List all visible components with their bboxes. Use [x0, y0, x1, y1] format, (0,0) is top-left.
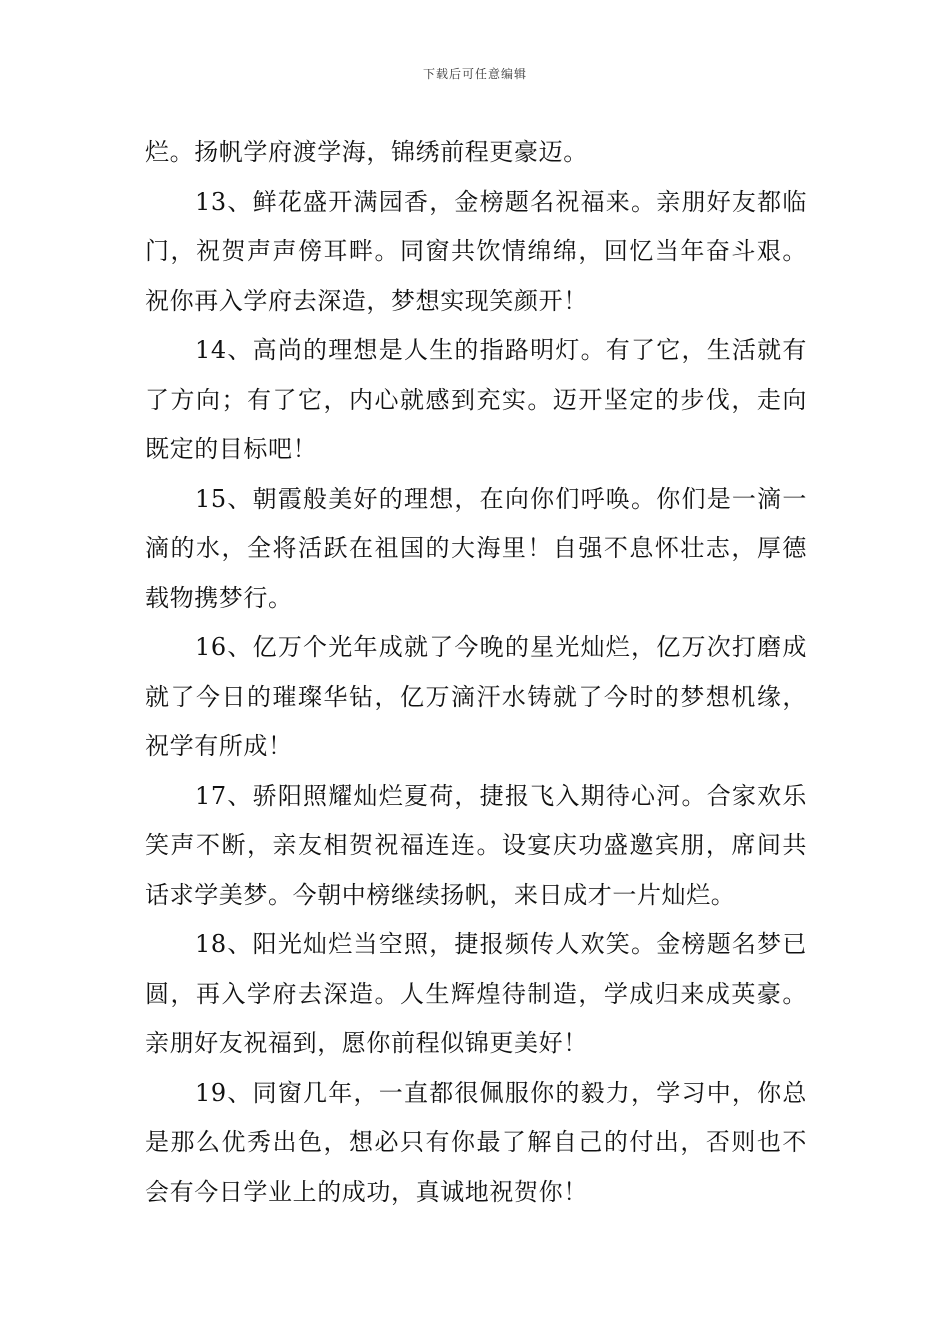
paragraph-15: 15、朝霞般美好的理想，在向你们呼唤。你们是一滴一滴的水，全将活跃在祖国的大海里！自强不息怀壮志，厚德载物携梦行。	[145, 484, 807, 612]
paragraph-16: 16、亿万个光年成就了今晚的星光灿烂，亿万次打磨成就了今日的璀璨华钻，亿万滴汗水铸就了今时的梦想机缘，祝学有所成！	[145, 633, 807, 760]
paragraph-19: 19、同窗几年，一直都很佩服你的毅力，学习中，你总是那么优秀出色，想必只有你最了解自己的付出，否则也不会有今日学业上的成功，真诚地祝贺你！	[145, 1078, 807, 1206]
paragraph-14: 14、高尚的理想是人生的指路明灯。有了它，生活就有了方向；有了它，内心就感到充实。迈开坚定的步伐，走向既定的目标吧！	[145, 336, 807, 463]
paragraph-17: 17、骄阳照耀灿烂夏荷，捷报飞入期待心河。合家欢乐笑声不断，亲友相贺祝福连连。设宴庆功盛邀宾朋，席间共话求学美梦。今朝中榜继续扬帆，来日成才一片灿烂。	[145, 781, 807, 909]
document-body	[145, 128, 807, 1217]
paragraph-13: 13、鲜花盛开满园香，金榜题名祝福来。亲朋好友都临门，祝贺声声傍耳畔。同窗共饮情绵绵，回忆当年奋斗艰。祝你再入学府去深造，梦想实现笑颜开！	[145, 187, 807, 315]
paragraph-continuation: 烂。扬帆学府渡学海，锦绣前程更豪迈。	[145, 138, 588, 166]
header-note: 下载后可任意编辑	[422, 67, 527, 81]
paragraph-18: 18、阳光灿烂当空照，捷报频传人欢笑。金榜题名梦已圆，再入学府去深造。人生辉煌待制造，学成归来成英豪。亲朋好友祝福到，愿你前程似锦更美好！	[145, 930, 807, 1057]
